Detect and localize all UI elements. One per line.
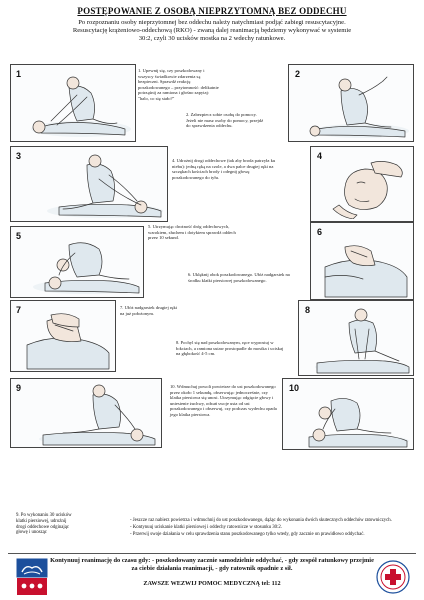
instruction-list	[130, 518, 410, 538]
step-8-text: 8. Pochyl się nad poszkodowanym, ręce wyprostuj w łokciach, a ramiona ustaw prostopadle do mostka i uciskaj na głębokość 4-5 cm.	[176, 340, 284, 357]
step-1-text: 1. Upewnij się, czy poszkodowany i wszyscy świadkowie zdarzenia są bezpieczni. Sprawdź reakcję poszkodowanego – przytomność: delikatnie potrząśnij za ramiona i głośno zapytaj: "halo, co się stało?"	[138, 68, 219, 101]
step-10-text: 10. Wdmuchuj powoli powietrze do ust poszkodowanego przez około 1 sekundę, obserwując jednocześnie, czy klatka piersiowa się unosi. Utrzymując odgięcie głowy i uniesienie żuchwy, odsuń swoje usta od ust poszkodowanego i obserwuj, czy podczas wydechu opada jego klatka piersiowa.	[170, 384, 277, 417]
intro-text	[18, 19, 406, 43]
step-number-4: 4	[317, 151, 323, 161]
step-number-2: 2	[295, 69, 301, 79]
step-8-note	[176, 340, 288, 357]
step-number-5: 5	[16, 231, 22, 241]
panel-step-5	[10, 226, 144, 298]
step-number-1: 1	[16, 69, 22, 79]
continue-text	[12, 557, 412, 573]
emergency-call-text: ZAWSZE WEZWIJ POMOC MEDYCZNĄ tel: 112	[143, 580, 281, 587]
emblem-logo	[16, 558, 48, 596]
step-4-text: 4. Udrożnij drogi oddechowe (tak aby broda patrzyła ku niebu): jedną ręką na czole, a dwa palce drugiej ręki na szczękach kościach brody i odegnij głowę poszkodowanego do tyłu.	[172, 158, 276, 180]
continue-line-1: Kontynuuj reanimację do czasu gdy: - poszkodowany zacznie samodzielnie oddychać, - gdy zespół ratunkowy przejmie	[50, 557, 374, 564]
step-number-9: 9	[16, 383, 22, 393]
panel-step-3	[10, 146, 168, 222]
step-number-8: 8	[305, 305, 311, 315]
panel-step-7	[10, 300, 116, 372]
illustration-check-breathing	[25, 231, 141, 297]
intro-line-1: Po rozpoznaniu osoby nieprzytomnej bez oddechu należy natychmiast podjąć zabiegi resuscytacyjne.	[78, 19, 346, 26]
step-4-note	[172, 158, 282, 180]
page-title: POSTĘPOWANIE Z OSOBĄ NIEPRZYTOMNĄ BEZ ODDECHU	[77, 6, 347, 16]
step-9-note: 9. Po wykonaniu 30 ucisków klatki piersiowej, udrożnij drogi oddechowe odginając głowę i unosząc	[16, 513, 72, 536]
illustration-reopen-airway	[27, 383, 159, 447]
list-item: - Przerwij swoje działania w celu sprawdzenia stanu poszkodowanego tylko wtedy, gdy zacznie on prawidłowo oddychać.	[130, 531, 365, 537]
intro-line-3: 30:2, czyli 30 ucisków mostka na 2 wdechy ratunkowe.	[138, 35, 286, 43]
step-5-text: 5. Utrzymując drożność dróg oddechowych, wzrokiem, słuchem i dotykiem sprawdź oddech przez 10 sekund.	[148, 224, 236, 241]
step-number-6: 6	[317, 227, 323, 237]
illustration-head-tilt	[317, 153, 411, 219]
step-number-7: 7	[16, 305, 22, 315]
panel-step-10	[282, 378, 414, 450]
step-7-text: 7. Ułóż nadgarstek drugiej ręki na już położonym.	[120, 305, 178, 316]
medical-rescue-logo	[376, 560, 410, 594]
panel-step-8	[298, 300, 414, 376]
illustration-chest-compressions	[309, 305, 411, 375]
step-2-note	[186, 112, 268, 129]
panel-step-2	[288, 64, 414, 142]
illustration-open-airway-kneel	[29, 151, 165, 221]
step-1-note	[138, 68, 220, 102]
intro-line-2: Resuscytację krążeniowo-oddechową (RKO) - zwaną dalej reanimacją będziemy wykonywać w systemie	[72, 27, 352, 35]
illustration-stack-hands	[21, 305, 113, 371]
illustration-rescue-breaths	[299, 383, 411, 449]
panel-step-4	[310, 146, 414, 222]
list-item: - Kontynuuj uciskanie klatki piersiowej i oddechy ratownicze w stosunku 30:2.	[130, 524, 283, 530]
panel-step-1	[10, 64, 136, 142]
panel-step-6	[310, 222, 414, 300]
step-7-note	[120, 305, 180, 316]
step-6-text: 6. Uklęknij obok poszkodowanego. Ułóż nadgarstek na środku klatki piersiowej poszkodowanego.	[188, 272, 290, 283]
illustration-call-help	[301, 69, 411, 141]
step-5-note	[148, 224, 244, 241]
divider	[8, 553, 416, 554]
list-item: - Jeszcze raz nabierz powietrza i wdmuchnij do ust poszkodowanego, dążąc do wykonania dwóch skutecznych oddechów ratowniczych.	[130, 518, 392, 523]
continue-line-2: za ciebie działania reanimacji, - gdy ratownik opadnie z sił.	[131, 565, 293, 572]
illustration-check-response	[21, 69, 133, 141]
step-2-text: 2. Zabezpiecz sobie osobę do pomocy. Jeżeli nie masz osoby do pomocy, przejdź do sprawdzenia oddechu.	[186, 112, 264, 129]
step-number-10: 10	[289, 383, 300, 393]
panel-step-9	[10, 378, 162, 448]
illustration-hand-on-chest	[315, 227, 411, 299]
step-number-3: 3	[16, 151, 22, 161]
step-10-note	[170, 384, 280, 418]
step-6-note	[188, 272, 292, 283]
